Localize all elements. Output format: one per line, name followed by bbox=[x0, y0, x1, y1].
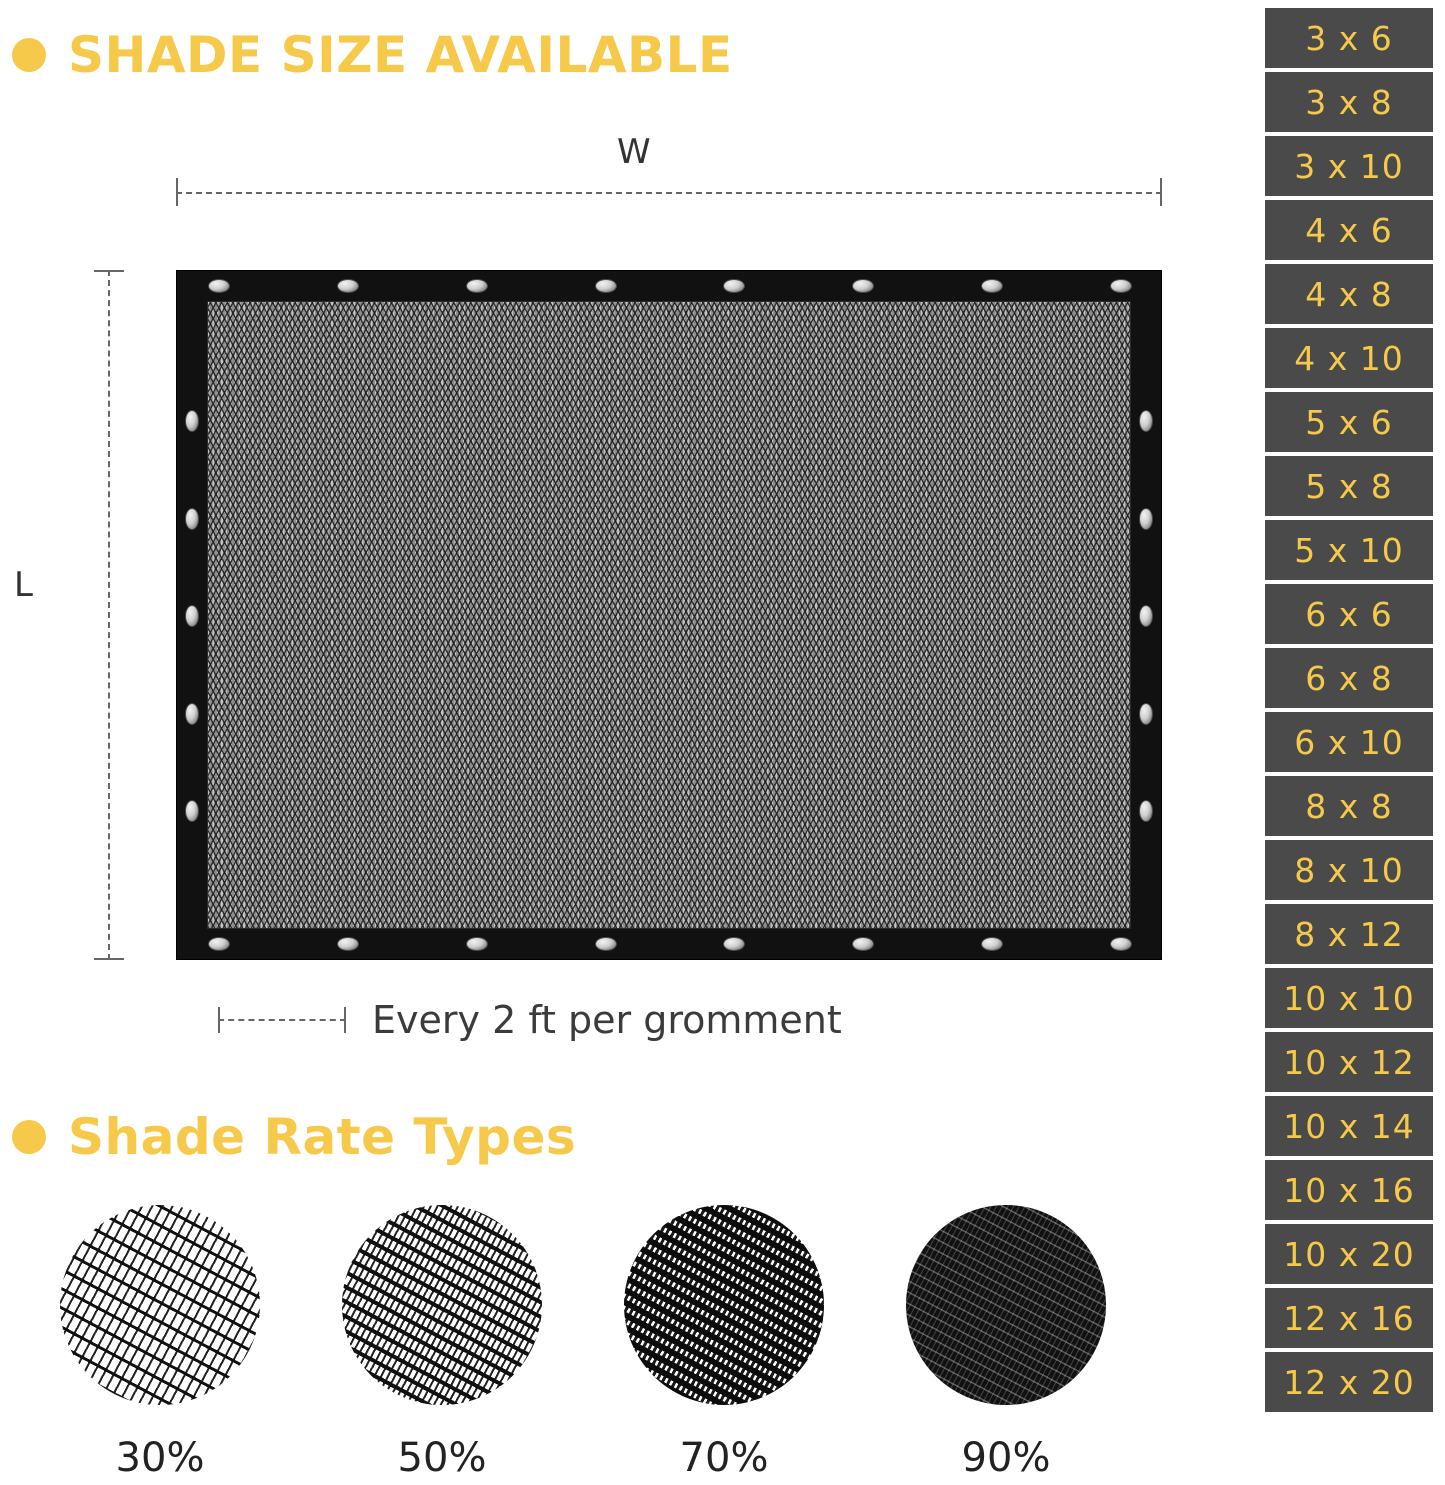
mesh-swatch-icon bbox=[906, 1205, 1106, 1405]
size-chip[interactable]: 8 x 10 bbox=[1265, 840, 1433, 900]
size-chip[interactable]: 10 x 16 bbox=[1265, 1160, 1433, 1220]
grommet bbox=[337, 937, 359, 951]
size-chip[interactable]: 10 x 10 bbox=[1265, 968, 1433, 1028]
grommet bbox=[595, 279, 617, 293]
grommet bbox=[852, 279, 874, 293]
size-chip[interactable]: 6 x 6 bbox=[1265, 584, 1433, 644]
grommet-spacing-bracket bbox=[218, 1007, 346, 1033]
grommet bbox=[1139, 703, 1153, 725]
size-chip[interactable]: 3 x 8 bbox=[1265, 72, 1433, 132]
grommet-spacing-note bbox=[218, 998, 842, 1042]
size-chip[interactable]: 4 x 8 bbox=[1265, 264, 1433, 324]
length-dimension-line bbox=[108, 270, 110, 960]
grommet bbox=[1139, 508, 1153, 530]
mesh-swatch-icon bbox=[624, 1205, 824, 1405]
grommet bbox=[981, 937, 1003, 951]
shade-rate-label: 30% bbox=[115, 1435, 205, 1481]
size-chip[interactable]: 5 x 6 bbox=[1265, 392, 1433, 452]
size-chip[interactable]: 12 x 20 bbox=[1265, 1352, 1433, 1412]
shade-rate-item bbox=[906, 1205, 1106, 1481]
shade-rate-label: 50% bbox=[397, 1435, 487, 1481]
size-chip[interactable]: 5 x 8 bbox=[1265, 456, 1433, 516]
grommet bbox=[1110, 937, 1132, 951]
size-chip[interactable]: 10 x 12 bbox=[1265, 1032, 1433, 1092]
size-chip[interactable]: 10 x 20 bbox=[1265, 1224, 1433, 1284]
grommet bbox=[852, 937, 874, 951]
size-chip[interactable]: 12 x 16 bbox=[1265, 1288, 1433, 1348]
shade-rate-list bbox=[60, 1205, 1210, 1481]
grommet bbox=[466, 279, 488, 293]
bracket-cap-right bbox=[344, 1007, 346, 1033]
size-chip[interactable]: 5 x 10 bbox=[1265, 520, 1433, 580]
shade-dimension-diagram bbox=[0, 110, 1260, 1090]
grommet bbox=[1110, 279, 1132, 293]
size-chip[interactable]: 10 x 14 bbox=[1265, 1096, 1433, 1156]
size-chip[interactable]: 4 x 10 bbox=[1265, 328, 1433, 388]
width-dimension-tick-right bbox=[1160, 178, 1162, 206]
size-chip[interactable]: 3 x 6 bbox=[1265, 8, 1433, 68]
grommet bbox=[1139, 605, 1153, 627]
grommet bbox=[723, 937, 745, 951]
width-dimension-tick-left bbox=[176, 178, 178, 206]
grommet bbox=[337, 279, 359, 293]
grommet bbox=[723, 279, 745, 293]
grommet bbox=[466, 937, 488, 951]
size-chip[interactable]: 8 x 12 bbox=[1265, 904, 1433, 964]
section-heading-shade-size bbox=[12, 26, 733, 84]
size-chip[interactable]: 6 x 10 bbox=[1265, 712, 1433, 772]
mesh-swatch-icon bbox=[60, 1205, 260, 1405]
size-chip[interactable]: 8 x 8 bbox=[1265, 776, 1433, 836]
shade-rate-item bbox=[60, 1205, 260, 1481]
grommet bbox=[185, 800, 199, 822]
shade-rate-title: Shade Rate Types bbox=[68, 1108, 577, 1166]
width-dimension-line bbox=[176, 192, 1162, 194]
mesh-swatch-icon bbox=[342, 1205, 542, 1405]
shade-rate-item bbox=[624, 1205, 824, 1481]
size-chip[interactable]: 4 x 6 bbox=[1265, 200, 1433, 260]
length-dimension-tick-top bbox=[94, 270, 124, 272]
bullet-dot-icon bbox=[12, 1120, 46, 1154]
shade-cloth-mesh bbox=[207, 301, 1131, 929]
shade-rate-label: 70% bbox=[679, 1435, 769, 1481]
bracket-bar bbox=[218, 1019, 346, 1021]
grommet bbox=[208, 279, 230, 293]
grommet bbox=[208, 937, 230, 951]
page-title: SHADE SIZE AVAILABLE bbox=[68, 26, 733, 84]
shade-rate-item bbox=[342, 1205, 542, 1481]
size-chip[interactable]: 6 x 8 bbox=[1265, 648, 1433, 708]
grommet bbox=[185, 508, 199, 530]
length-dimension-label: L bbox=[14, 565, 33, 605]
shade-cloth-panel bbox=[176, 270, 1162, 960]
grommet bbox=[185, 410, 199, 432]
width-dimension-label: W bbox=[617, 132, 651, 172]
size-list bbox=[1265, 8, 1433, 1412]
size-chip[interactable]: 3 x 10 bbox=[1265, 136, 1433, 196]
length-dimension-tick-bottom bbox=[94, 958, 124, 960]
grommet bbox=[1139, 800, 1153, 822]
section-heading-shade-rate bbox=[12, 1108, 576, 1166]
grommet bbox=[595, 937, 617, 951]
shade-rate-label: 90% bbox=[961, 1435, 1051, 1481]
grommet-spacing-text: Every 2 ft per gromment bbox=[372, 998, 842, 1042]
grommet bbox=[981, 279, 1003, 293]
grommet bbox=[185, 605, 199, 627]
bullet-dot-icon bbox=[12, 38, 46, 72]
grommet bbox=[1139, 410, 1153, 432]
grommet bbox=[185, 703, 199, 725]
